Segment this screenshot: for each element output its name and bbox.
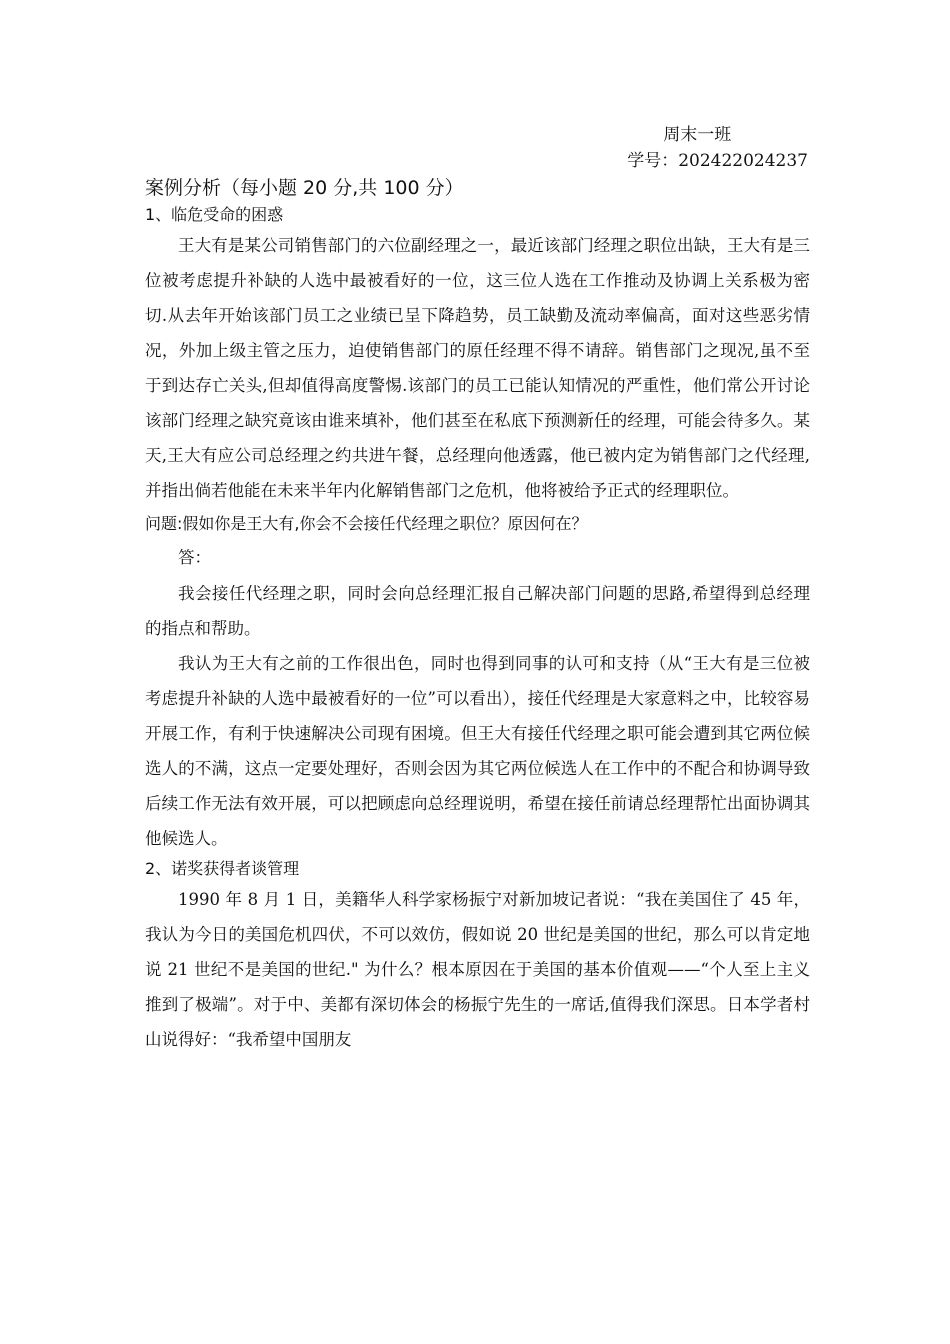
- case-paragraph: 1990 年 8 月 1 日，美籍华人科学家杨振宁对新加坡记者说：“我在美国住了 45 年，我认为今日的美国危机四伏，不可以效仿，假如说 20 世纪是美国的世纪，那么可以肯定地说 21 世纪不是美国的世纪." 为什么？根本原因在于美国的基本价值观——“个人至上主义推到了极端”。对于中、美都有深切体会的杨振宁先生的一席话,值得我们深思。日本学者村山说得好：“我希望中国朋友: [145, 890, 810, 1049]
- section-heading: 2、诺奖获得者谈管理: [145, 859, 300, 878]
- section-heading: 1、临危受命的困惑: [145, 205, 284, 224]
- document-body: [145, 174, 810, 1057]
- case-section-2: [145, 856, 810, 1057]
- case-section-1: [145, 202, 810, 856]
- answer-label: 答：: [178, 548, 211, 567]
- student-id: 学号：202422024237: [627, 151, 808, 171]
- class-name: 周末一班: [663, 125, 732, 145]
- answer-paragraph: 我会接任代经理之职，同时会向总经理汇报自己解决部门问题的思路,希望得到总经理的指点和帮助。: [145, 584, 810, 638]
- document-title: 案例分析（每小题 20 分,共 100 分）: [145, 177, 464, 199]
- question-text: 问题:假如你是王大有,你会不会接任代经理之职位？原因何在？: [145, 514, 588, 533]
- document-header: [627, 122, 808, 174]
- case-paragraph: 王大有是某公司销售部门的六位副经理之一，最近该部门经理之职位出缺，王大有是三位被考虑提升补缺的人选中最被看好的一位，这三位人选在工作推动及协调上关系极为密切.从去年开始该部门员工之业绩已呈下降趋势，员工缺勤及流动率偏高，面对这些恶劣情况，外加上级主管之压力，迫使销售部门的原任经理不得不请辞。销售部门之现况,虽不至于到达存亡关头,但却值得高度警惕.该部门的员工已能认知情况的严重性，他们常公开讨论该部门经理之缺究竟该由谁来填补，他们甚至在私底下预测新任的经理，可能会待多久。某天,王大有应公司总经理之约共进午餐，总经理向他透露，他已被内定为销售部门之代经理,并指出倘若他能在未来半年内化解销售部门之危机，他将被给予正式的经理职位。: [145, 236, 810, 500]
- answer-paragraph: 我认为王大有之前的工作很出色，同时也得到同事的认可和支持（从“王大有是三位被考虑提升补缺的人选中最被看好的一位”可以看出），接任代经理是大家意料之中，比较容易开展工作，有利于快速解决公司现有困境。但王大有接任代经理之职可能会遭到其它两位候选人的不满，这点一定要处理好，否则会因为其它两位候选人在工作中的不配合和协调导致后续工作无法有效开展，可以把顾虑向总经理说明，希望在接任前请总经理帮忙出面协调其他候选人。: [145, 654, 810, 848]
